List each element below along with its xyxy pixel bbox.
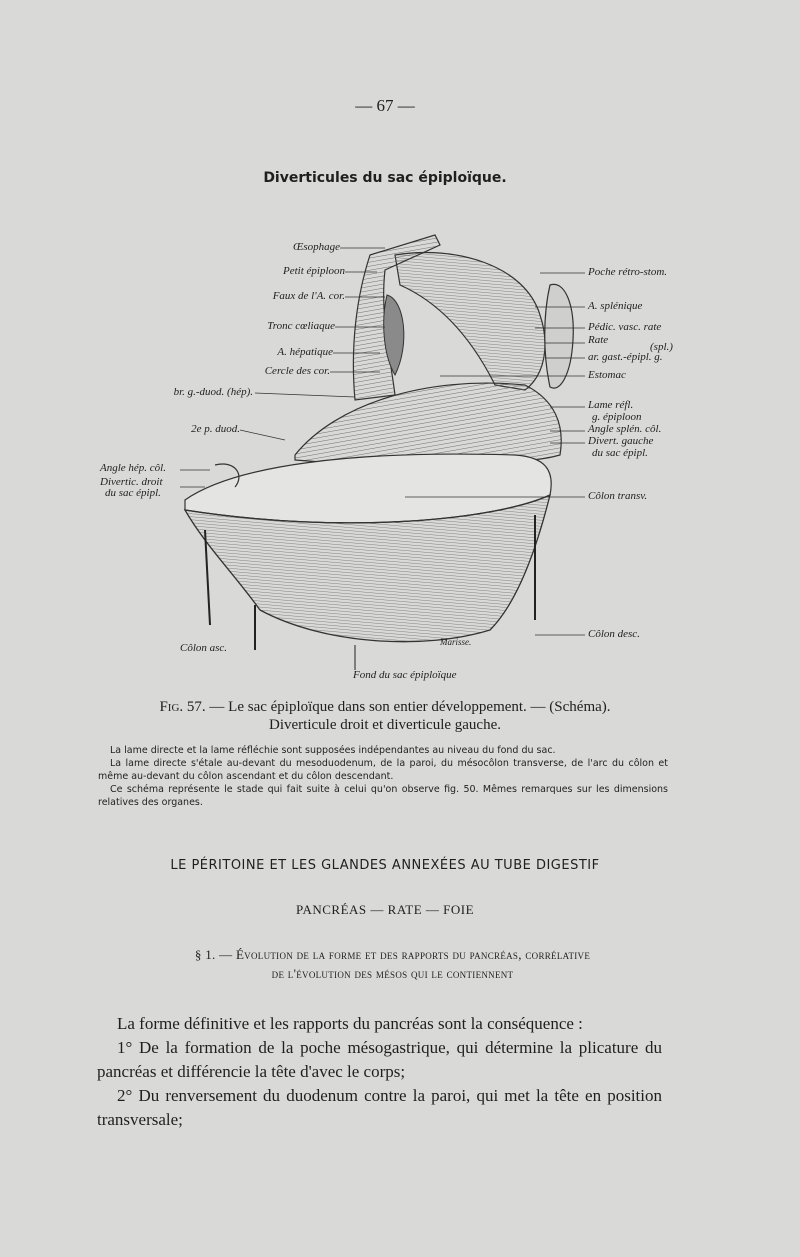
page-number: — 67 — — [355, 96, 415, 115]
label-sac-epipl-right: du sac épipl. — [592, 447, 648, 459]
section-heading-line-1: § 1. — Évolution de la forme et des rapports du pancréas, corrélative — [194, 947, 591, 962]
label-angle-hep-col: Angle hép. côl. — [100, 462, 166, 474]
label-estomac: Estomac — [588, 369, 626, 381]
label-poche-retro-stom: Poche rétro-stom. — [588, 266, 668, 278]
label-2e-p-duod: 2e p. duod. — [191, 423, 240, 435]
label-ar-gast-epipl: ar. gast.-épipl. g. — [588, 351, 663, 363]
note-paragraph: La lame directe s'étale au-devant du mesoduodenum, de la paroi, du mésocôlon transverse, de l'arc du côlon et même au-devant du côlon ascendant et du côlon descendant. — [98, 758, 668, 782]
figure-notes — [98, 744, 668, 809]
label-spl: (spl.) — [650, 341, 673, 353]
figure-caption — [0, 698, 770, 734]
body-text — [97, 1012, 662, 1132]
label-rate: Rate — [588, 334, 609, 346]
stomach-shape — [395, 253, 545, 391]
lesser-sac-shape — [295, 383, 561, 465]
note-paragraph: Ce schéma représente le stade qui fait suite à celui qu'on observe fig. 50. Mêmes remarques sur les dimensions relatives des organes. — [98, 784, 668, 808]
label-tronc-coeliaque: Tronc cœliaque — [267, 320, 335, 332]
body-paragraph: La forme définitive et les rapports du pancréas sont la conséquence : — [117, 1014, 583, 1033]
label-pedic-vasc-rate: Pédic. vasc. rate — [588, 321, 662, 333]
label-faux-artere: Faux de l'A. cor. — [272, 290, 345, 302]
label-divertic-droit: Divertic. droit — [100, 476, 163, 488]
note-paragraph: La lame directe et la lame réfléchie sont supposées indépendantes au niveau du fond du sac. — [110, 745, 556, 756]
label-sac-epipl-left: du sac épipl. — [105, 487, 161, 499]
subheading: PANCRÉAS — RATE — FOIE — [295, 902, 475, 917]
chapter-heading: LE PÉRITOINE ET LES GLANDES ANNEXÉES AU TUBE DIGESTIF — [170, 858, 600, 873]
label-angle-splen-col: Angle splén. côl. — [588, 423, 662, 435]
caption-line-1: — Le sac épiploïque dans son entier développement. — (Schéma). — [205, 699, 611, 715]
label-fond-sac: Fond du sac épiploïque — [353, 669, 457, 681]
label-g-epiploon: g. épiploon — [592, 411, 642, 423]
body-paragraph: 2° Du renversement du duodenum contre la paroi, qui met la tête en position transversale; — [97, 1086, 662, 1129]
caption-line-2: Diverticule droit et diverticule gauche. — [269, 717, 501, 733]
label-divert-gauche: Divert. gauche — [588, 435, 654, 447]
label-petit-epiploon: Petit épiploon — [282, 265, 345, 277]
label-oesophage: Œsophage — [292, 241, 340, 253]
label-colon-transv: Côlon transv. — [588, 490, 648, 502]
label-cercle-cor: Cercle des cor. — [264, 365, 330, 377]
section-heading — [120, 945, 665, 983]
label-lame-refl: Lame réfl. — [588, 399, 634, 411]
label-br-g-duod: br. g.-duod. (hép). — [173, 386, 253, 398]
figure-title: Diverticules du sac épiploïque. — [263, 170, 507, 186]
body-paragraph: 1° De la formation de la poche mésogastrique, qui détermine la plicature du pancréas et différencie la tête d'avec le corps; — [97, 1038, 662, 1081]
figure-number: Fig. 57. — [159, 699, 206, 715]
anatomical-figure — [95, 225, 695, 690]
label-a-hepatique: A. hépatique — [277, 346, 333, 358]
artist-signature: Marisse. — [440, 637, 472, 647]
spleen-shape — [545, 284, 574, 388]
label-colon-desc: Côlon desc. — [588, 628, 640, 640]
label-colon-asc: Côlon asc. — [180, 642, 228, 654]
label-a-splenique: A. splénique — [588, 300, 643, 312]
section-heading-line-2: de l'évolution des mésos qui le contiennent — [271, 966, 514, 981]
